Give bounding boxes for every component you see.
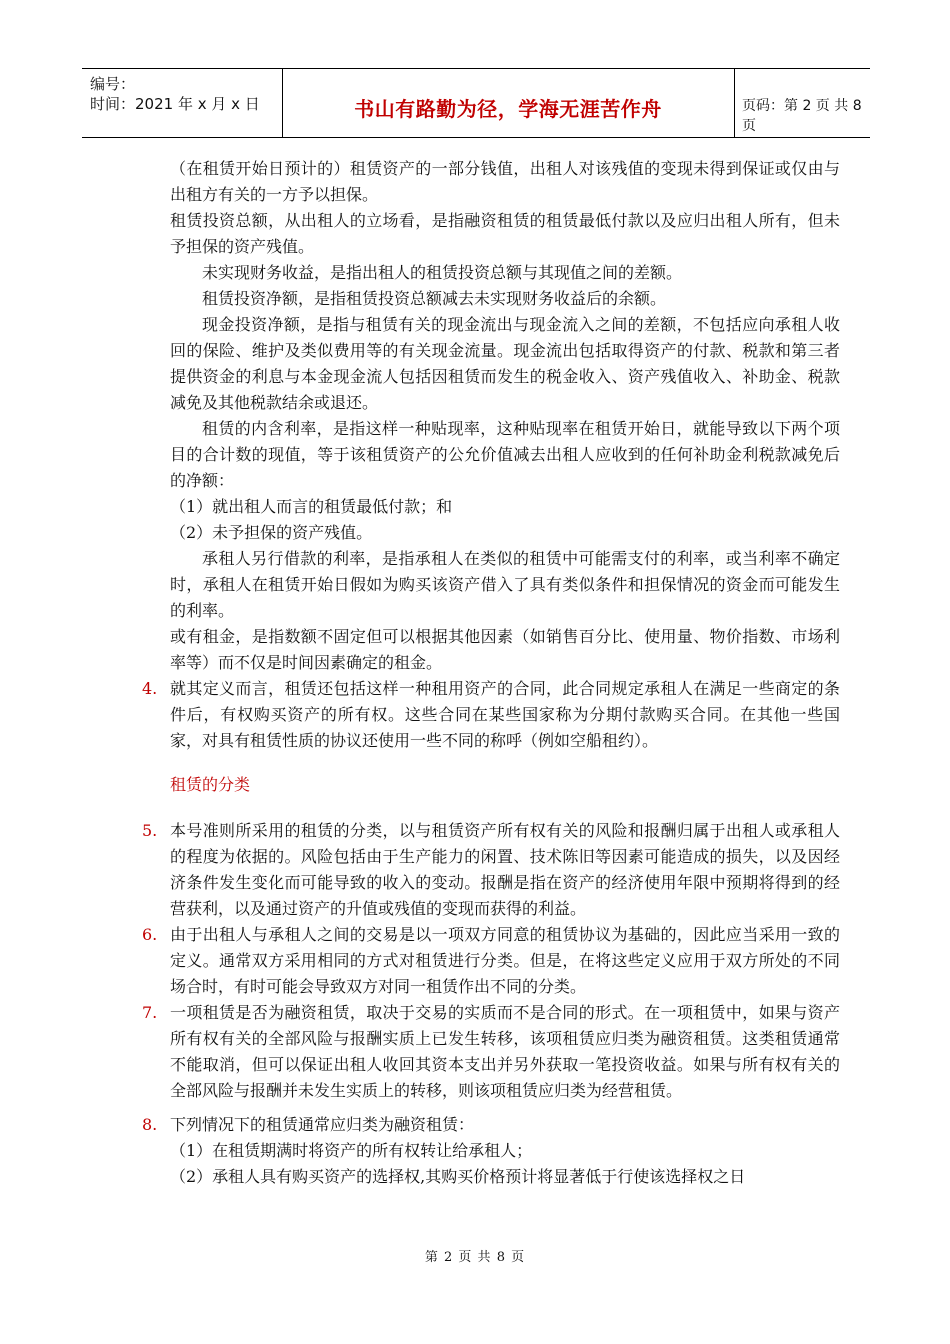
document-number-label: 编号： bbox=[90, 75, 136, 93]
numbered-item bbox=[142, 922, 840, 1000]
numbered-item bbox=[142, 676, 840, 754]
spacer bbox=[170, 1104, 840, 1112]
item-text: 由于出租人与承租人之间的交易是以一项双方同意的租赁协议为基础的，因此应当采用一致的定义。通常双方采用相同的方式对租赁进行分类。但是，在将这些定义应用于双方所处的不同场合时，有时可能会导致双方对同一租赁作出不同的分类。 bbox=[170, 925, 840, 996]
item-text: 本号准则所采用的租赁的分类，以与租赁资产所有权有关的风险和报酬归属于出租人或承租人的程度为依据的。风险包括由于生产能力的闲置、技术陈旧等因素可能造成的损失，以及因经济条件发生变化而可能导致的收入的变动。报酬是指在资产的经济使用年限中预期将得到的经营获利，以及通过资产的升值或残值的变现而获得的利益。 bbox=[170, 821, 840, 918]
header-page-info: 页码：第 2 页 共 8 页 bbox=[742, 98, 862, 134]
paragraph: 承租人另行借款的利率，是指承租人在类似的租赁中可能需支付的利率，或当利率不确定时，承租人在租赁开始日假如为购买该资产借入了具有类似条件和担保情况的资金而可能发生的利率。 bbox=[170, 549, 840, 620]
item-number: 7. bbox=[142, 1003, 158, 1022]
paragraph: 租赁投资净额，是指租赁投资总额减去未实现财务收益后的余额。 bbox=[202, 289, 667, 308]
page-footer: 第 2 页 共 8 页 bbox=[424, 1250, 526, 1265]
item-text: 下列情况下的租赁通常应归类为融资租赁： bbox=[170, 1115, 475, 1134]
paragraph: （1）就出租人而言的租赁最低付款；和 bbox=[170, 497, 453, 516]
paragraph: 现金投资净额，是指与租赁有关的现金流出与现金流入之间的差额，不包括应向承租人收回的保险、维护及类似费用等的有关现金流量。现金流出包括取得资产的付款、税款和第三者提供资金的利息与本金现金流人包括因租赁而发生的税金收入、资产残值收入、补助金、税款减免及其他税款结余或退还。 bbox=[170, 315, 840, 412]
list-subitem: （1）在租赁期满时将资产的所有权转让给承租人； bbox=[170, 1141, 533, 1160]
section-title: 租赁的分类 bbox=[170, 775, 251, 794]
paragraph: 租赁的内含利率，是指这样一种贴现率，这种贴现率在租赁开始日，就能导致以下两个项目的合计数的现值，等于该租赁资产的公允价值减去出租人应收到的任何补助金利税款减免后的净额： bbox=[170, 419, 840, 490]
paragraph: 未实现财务收益，是指出租人的租赁投资总额与其现值之间的差额。 bbox=[202, 263, 683, 282]
header-motto: 书山有路勤为径，学海无涯苦作舟 bbox=[354, 97, 662, 121]
header-left-cell bbox=[82, 69, 283, 137]
numbered-item bbox=[142, 818, 840, 922]
numbered-item bbox=[142, 1000, 840, 1104]
item-number: 8. bbox=[142, 1115, 158, 1134]
document-body bbox=[142, 156, 840, 1190]
item-number: 5. bbox=[142, 821, 158, 840]
paragraph: 租赁投资总额，从出租人的立场看，是指融资租赁的租赁最低付款以及应归出租人所有，但未予担保的资产残值。 bbox=[170, 211, 840, 256]
header-motto-cell bbox=[282, 69, 735, 137]
document-date-label: 时间：2021 年 x 月 x 日 bbox=[90, 95, 260, 113]
item-text: 就其定义而言，租赁还包括这样一种租用资产的合同，此合同规定承租人在满足一些商定的条件后，有权购买资产的所有权。这些合同在某些国家称为分期付款购买合同。在其他一些国家，对具有租赁性质的协议还使用一些不同的称呼（例如空船租约）。 bbox=[170, 679, 840, 750]
paragraph: （2）未予担保的资产残值。 bbox=[170, 523, 373, 542]
page-header bbox=[82, 68, 870, 138]
item-number: 4. bbox=[142, 679, 158, 698]
item-number: 6. bbox=[142, 925, 158, 944]
item-text: 一项租赁是否为融资租赁，取决于交易的实质而不是合同的形式。在一项租赁中，如果与资产所有权有关的全部风险与报酬实质上已发生转移，该项租赁应归类为融资租赁。这类租赁通常不能取消，但可以保证出租人收回其资本支出并另外获取一笔投资收益。如果与所有权有关的全部风险与报酬并未发生实质上的转移，则该项租赁应归类为经营租赁。 bbox=[170, 1003, 840, 1100]
header-right-cell bbox=[734, 69, 870, 137]
paragraph: 或有租金，是指数额不固定但可以根据其他因素（如销售百分比、使用量、物价指数、市场利率等）而不仅是时间因素确定的租金。 bbox=[170, 627, 840, 672]
paragraph: （在租赁开始日预计的）租赁资产的一部分钱值，出租人对该残值的变现未得到保证或仅由与出租方有关的一方予以担保。 bbox=[170, 159, 840, 204]
list-subitem: （2）承租人具有购买资产的选择权,其购买价格预计将显著低于行使该选择权之日 bbox=[170, 1167, 746, 1186]
numbered-item bbox=[142, 1112, 840, 1138]
